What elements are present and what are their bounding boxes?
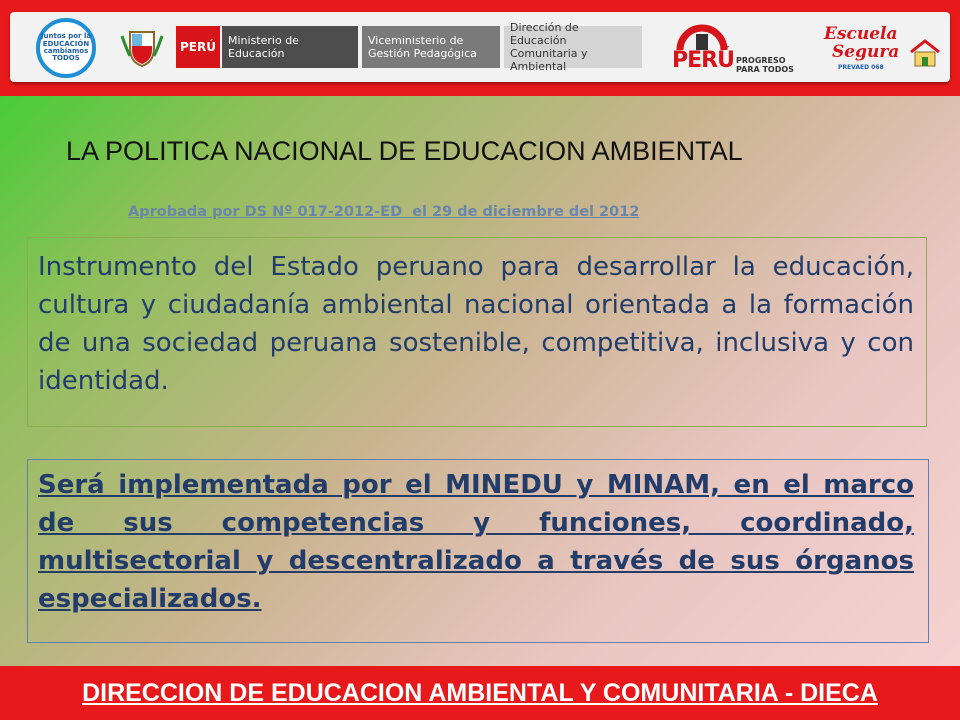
coat-of-arms-icon	[114, 18, 170, 78]
peru-label: PERÚ	[176, 26, 220, 68]
viceministry-box	[362, 26, 500, 68]
progreso-text: PROGRESO PARA TODOS	[736, 56, 794, 74]
ministry-box	[222, 26, 358, 68]
school-house-icon	[908, 38, 942, 68]
definition-box	[27, 237, 927, 427]
ministry-label: Ministerio de Educación	[228, 34, 299, 60]
header-bar	[0, 0, 960, 96]
page-title: LA POLITICA NACIONAL DE EDUCACION AMBIENTAL	[66, 136, 743, 166]
footer-text: DIRECCION DE EDUCACION AMBIENTAL Y COMUNITARIA - DIECA	[82, 678, 878, 707]
implementation-box	[27, 459, 929, 643]
educacion-logo-text: Juntos por la EDUCACIÓN cambiamos TODOS	[40, 32, 92, 63]
footer-bar	[0, 666, 960, 720]
direction-label: Dirección de Educación Comunitaria y Ambiental	[510, 21, 588, 73]
implementation-text: Será implementada por el MINEDU y MINAM, en el marco de sus competencias y funciones, coordinado, multisectorial y descentralizado a través de sus órganos especializados.	[38, 470, 914, 614]
segura-text: Segura	[832, 42, 900, 62]
viceministry-label: Viceministerio de Gestión Pedagógica	[368, 34, 477, 60]
definition-text: Instrumento del Estado peruano para desarrollar la educación, cultura y ciudadanía ambiental nacional orientada a la formación de una sociedad peruana sostenible, competitiva, inclusiva y con identidad.	[38, 252, 914, 396]
prevaed-text: PREVAED 068	[838, 64, 884, 71]
educacion-logo	[36, 18, 96, 78]
peru-progreso-logo	[670, 22, 810, 74]
escuela-segura-logo	[818, 20, 948, 78]
direction-box	[504, 21, 642, 73]
peru-brand: PERÚ	[672, 48, 734, 73]
peru-arc-icon	[676, 24, 728, 50]
escuela-text: Escuela	[824, 24, 898, 44]
logo-banner	[10, 12, 950, 82]
approval-subtitle: Aprobada por DS Nº 017-2012-ED el 29 de diciembre del 2012	[128, 204, 640, 220]
